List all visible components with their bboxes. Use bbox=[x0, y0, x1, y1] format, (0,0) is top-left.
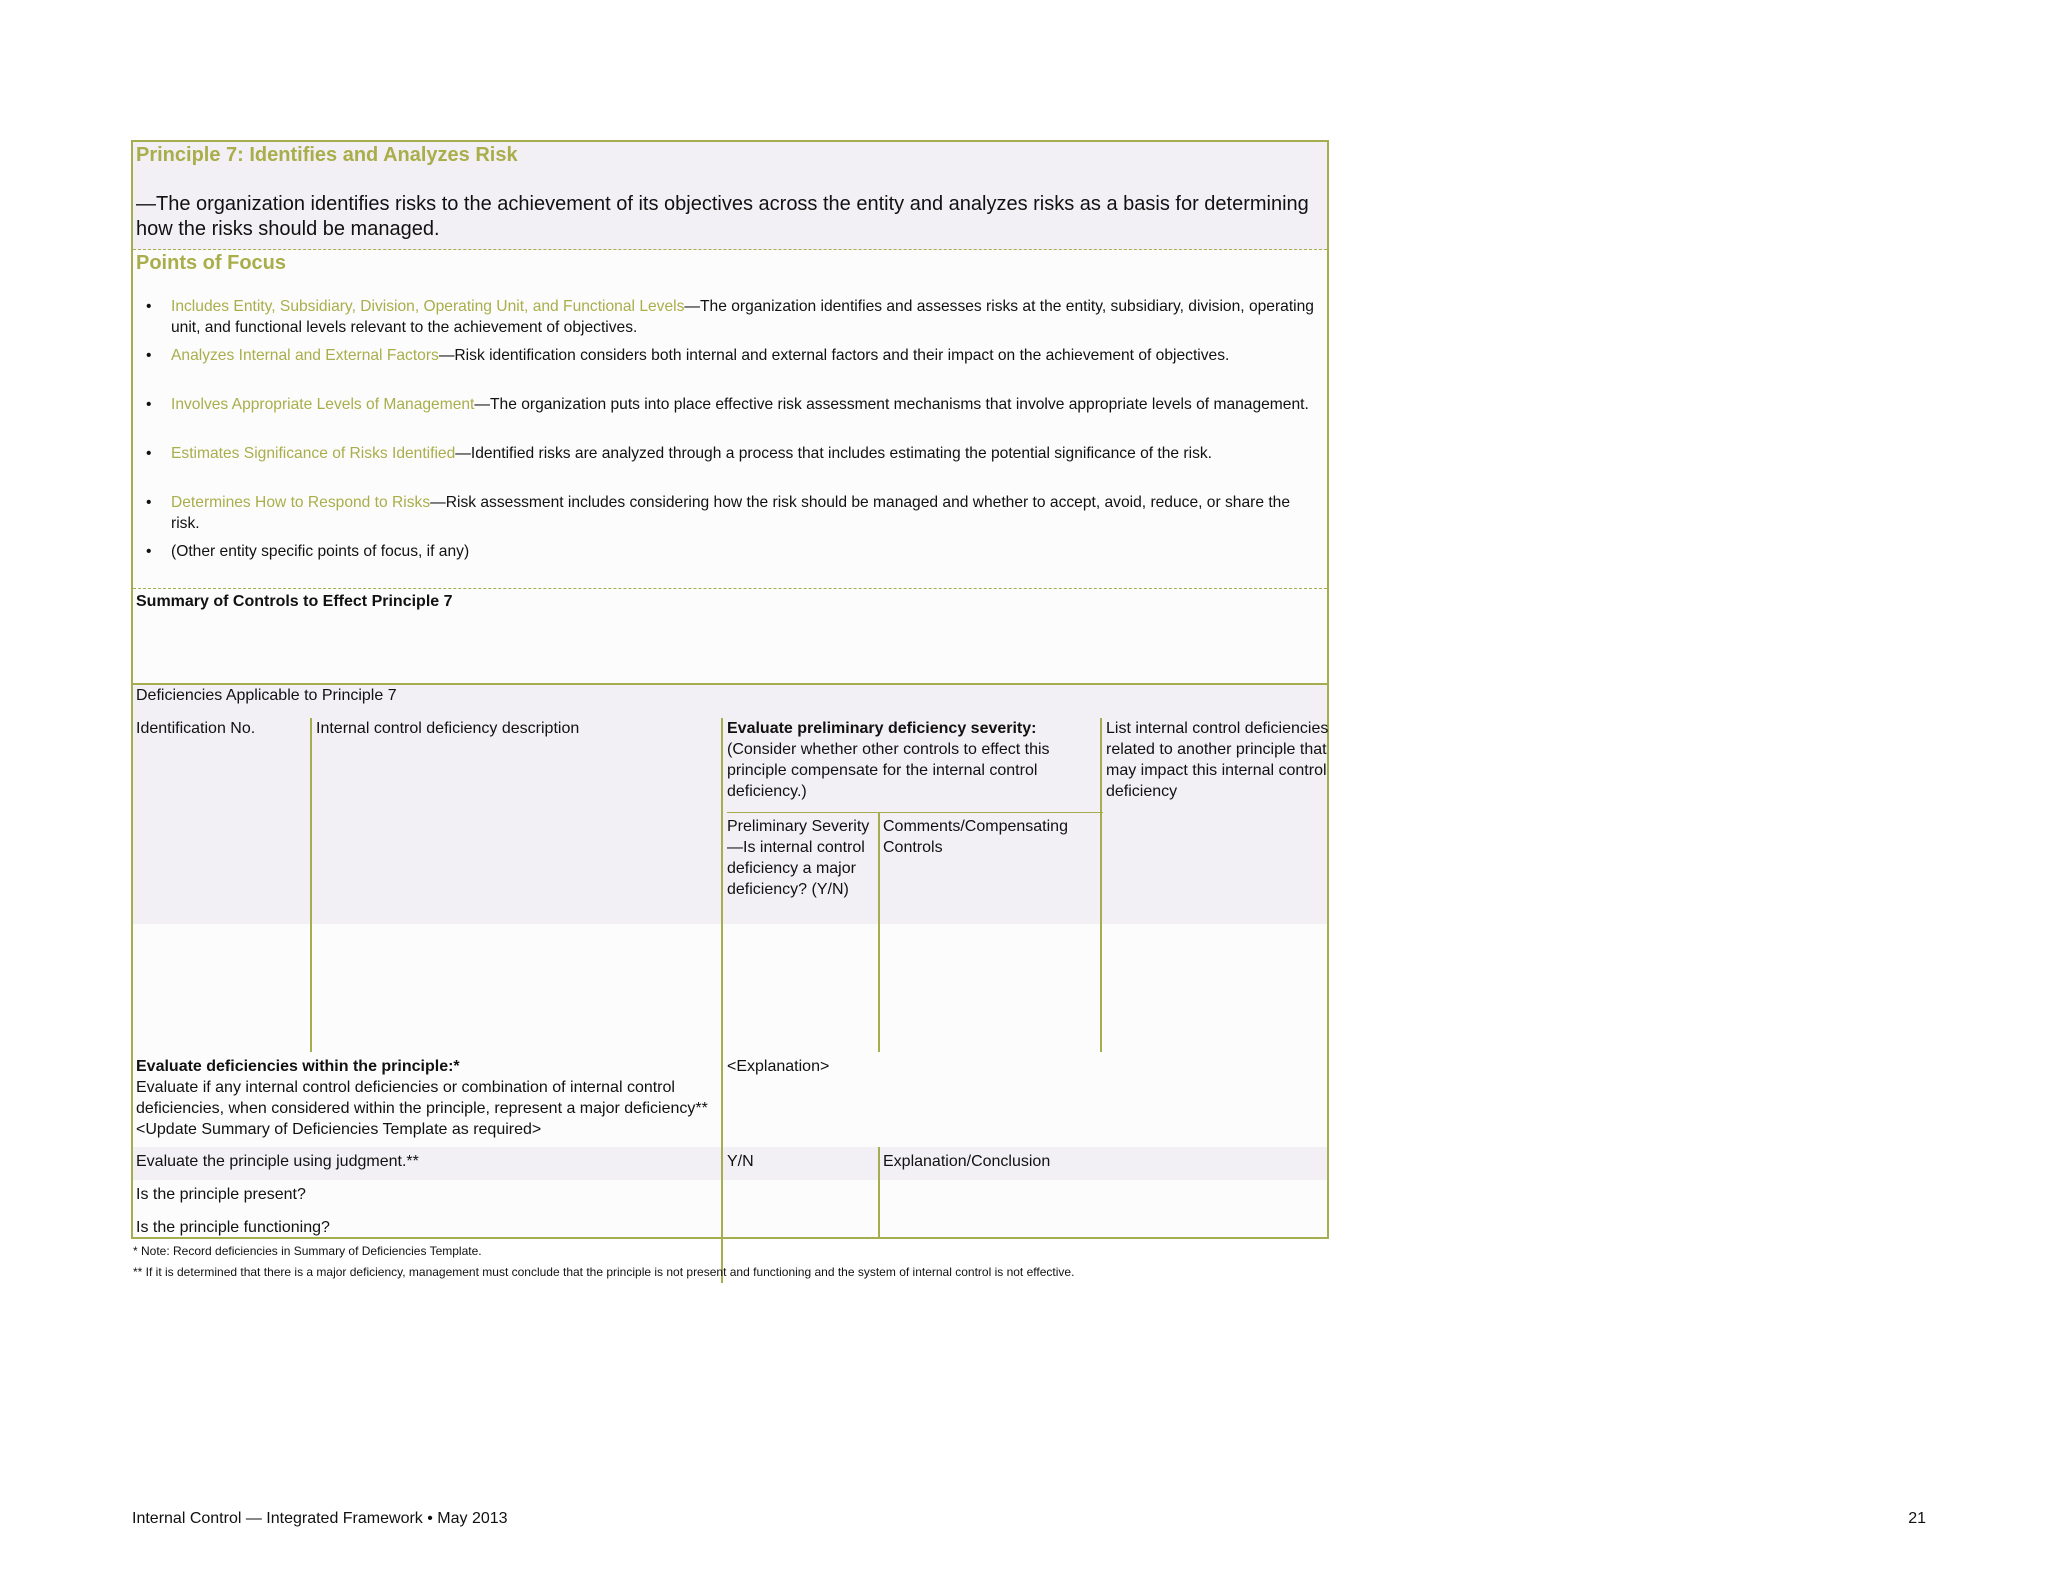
focus-item bbox=[146, 443, 1321, 464]
deficiencies-title: Deficiencies Applicable to Principle 7 bbox=[136, 687, 397, 704]
col-related-deficiencies: List internal control deficiencies related to another principle that may impact this internal control deficiency bbox=[1106, 720, 1329, 800]
sub-col-comments: Comments/Compensating Controls bbox=[883, 818, 1068, 856]
bullet-icon: • bbox=[146, 298, 152, 315]
principle-description: —The organization identifies risks to the achievement of its objectives across the entity and analyzes risks as a basis for determining how the risks should be managed. bbox=[136, 193, 1309, 240]
column-divider bbox=[310, 718, 312, 1052]
footer-text: Internal Control — Integrated Framework • May 2013 bbox=[132, 1510, 508, 1527]
bullet-icon: • bbox=[146, 396, 152, 413]
focus-text: (Other entity specific points of focus, if any) bbox=[171, 543, 470, 560]
yn-header: Y/N bbox=[727, 1153, 754, 1170]
evaluate-within-text: Evaluate if any internal control deficiencies or combination of internal control deficiencies, when considered within the principle, represent a major deficiency** bbox=[136, 1079, 708, 1117]
focus-text: —Risk assessment includes considering how the risk should be managed and whether to accept, avoid, reduce, or share the risk. bbox=[171, 494, 1291, 532]
principle-present-question: Is the principle present? bbox=[136, 1186, 306, 1203]
column-divider bbox=[878, 1147, 880, 1239]
page-number: 21 bbox=[1908, 1510, 1926, 1527]
judgment-label: Evaluate the principle using judgment.** bbox=[136, 1153, 419, 1170]
focus-heading: Determines How to Respond to Risks bbox=[171, 494, 431, 511]
evaluate-severity-label: Evaluate preliminary deficiency severity: bbox=[727, 720, 1037, 737]
focus-heading: Involves Appropriate Levels of Management bbox=[171, 396, 475, 413]
focus-item bbox=[146, 394, 1321, 415]
column-divider bbox=[721, 718, 723, 1283]
evaluate-within-label: Evaluate deficiencies within the principle:* bbox=[136, 1058, 460, 1075]
principle-functioning-question: Is the principle functioning? bbox=[136, 1219, 330, 1236]
focus-text: —The organization puts into place effective risk assessment mechanisms that involve appropriate levels of management. bbox=[474, 396, 1309, 413]
principle-header bbox=[133, 142, 1327, 250]
focus-heading: Analyzes Internal and External Factors bbox=[171, 347, 439, 364]
principle-title: Principle 7: Identifies and Analyzes Risk bbox=[136, 144, 518, 166]
focus-heading: Includes Entity, Subsidiary, Division, Operating Unit, and Functional Levels bbox=[171, 298, 685, 315]
points-of-focus-title: Points of Focus bbox=[136, 252, 286, 274]
bullet-icon: • bbox=[146, 543, 152, 560]
bullet-icon: • bbox=[146, 347, 152, 364]
col-evaluate-severity bbox=[727, 718, 1087, 802]
points-of-focus-section bbox=[133, 250, 1327, 589]
evaluate-within-update: <Update Summary of Deficiencies Template as required> bbox=[136, 1121, 542, 1138]
footnote-2: ** If it is determined that there is a major deficiency, management must conclude that the principle is not present and functioning and the system of internal control is not effective. bbox=[133, 1265, 1075, 1279]
explanation-placeholder: <Explanation> bbox=[727, 1058, 830, 1075]
focus-item bbox=[146, 492, 1321, 534]
principle-template-table bbox=[131, 140, 1329, 1239]
evaluate-severity-note: (Consider whether other controls to effect this principle compensate for the internal control deficiency.) bbox=[727, 741, 1050, 800]
focus-text: —The organization identifies and assesses risks at the entity, subsidiary, division, operating unit, and functional levels relevant to the achievement of objectives. bbox=[171, 298, 1314, 336]
severity-divider bbox=[727, 812, 1103, 813]
col-deficiency-description: Internal control deficiency description bbox=[316, 720, 580, 737]
summary-of-controls-section bbox=[133, 589, 1327, 685]
sub-col-preliminary-severity: Preliminary Severity—Is internal control deficiency a major deficiency? (Y/N) bbox=[727, 818, 870, 898]
deficiencies-section bbox=[133, 685, 1327, 1241]
summary-title: Summary of Controls to Effect Principle 7 bbox=[136, 593, 453, 610]
bullet-icon: • bbox=[146, 445, 152, 462]
focus-heading: Estimates Significance of Risks Identified bbox=[171, 445, 456, 462]
explanation-conclusion-header: Explanation/Conclusion bbox=[883, 1153, 1051, 1170]
focus-item bbox=[146, 345, 1321, 366]
focus-text: —Risk identification considers both internal and external factors and their impact on the achievement of objectives. bbox=[438, 347, 1230, 364]
bullet-icon: • bbox=[146, 494, 152, 511]
column-divider bbox=[878, 813, 880, 1052]
column-divider bbox=[1100, 718, 1102, 1052]
footnote-1: * Note: Record deficiencies in Summary of Deficiencies Template. bbox=[133, 1244, 482, 1258]
col-identification-no: Identification No. bbox=[136, 720, 256, 737]
evaluate-within-principle bbox=[136, 1056, 721, 1140]
focus-text: —Identified risks are analyzed through a process that includes estimating the potential significance of the risk. bbox=[455, 445, 1213, 462]
focus-item bbox=[146, 541, 1321, 562]
focus-item bbox=[146, 296, 1321, 338]
